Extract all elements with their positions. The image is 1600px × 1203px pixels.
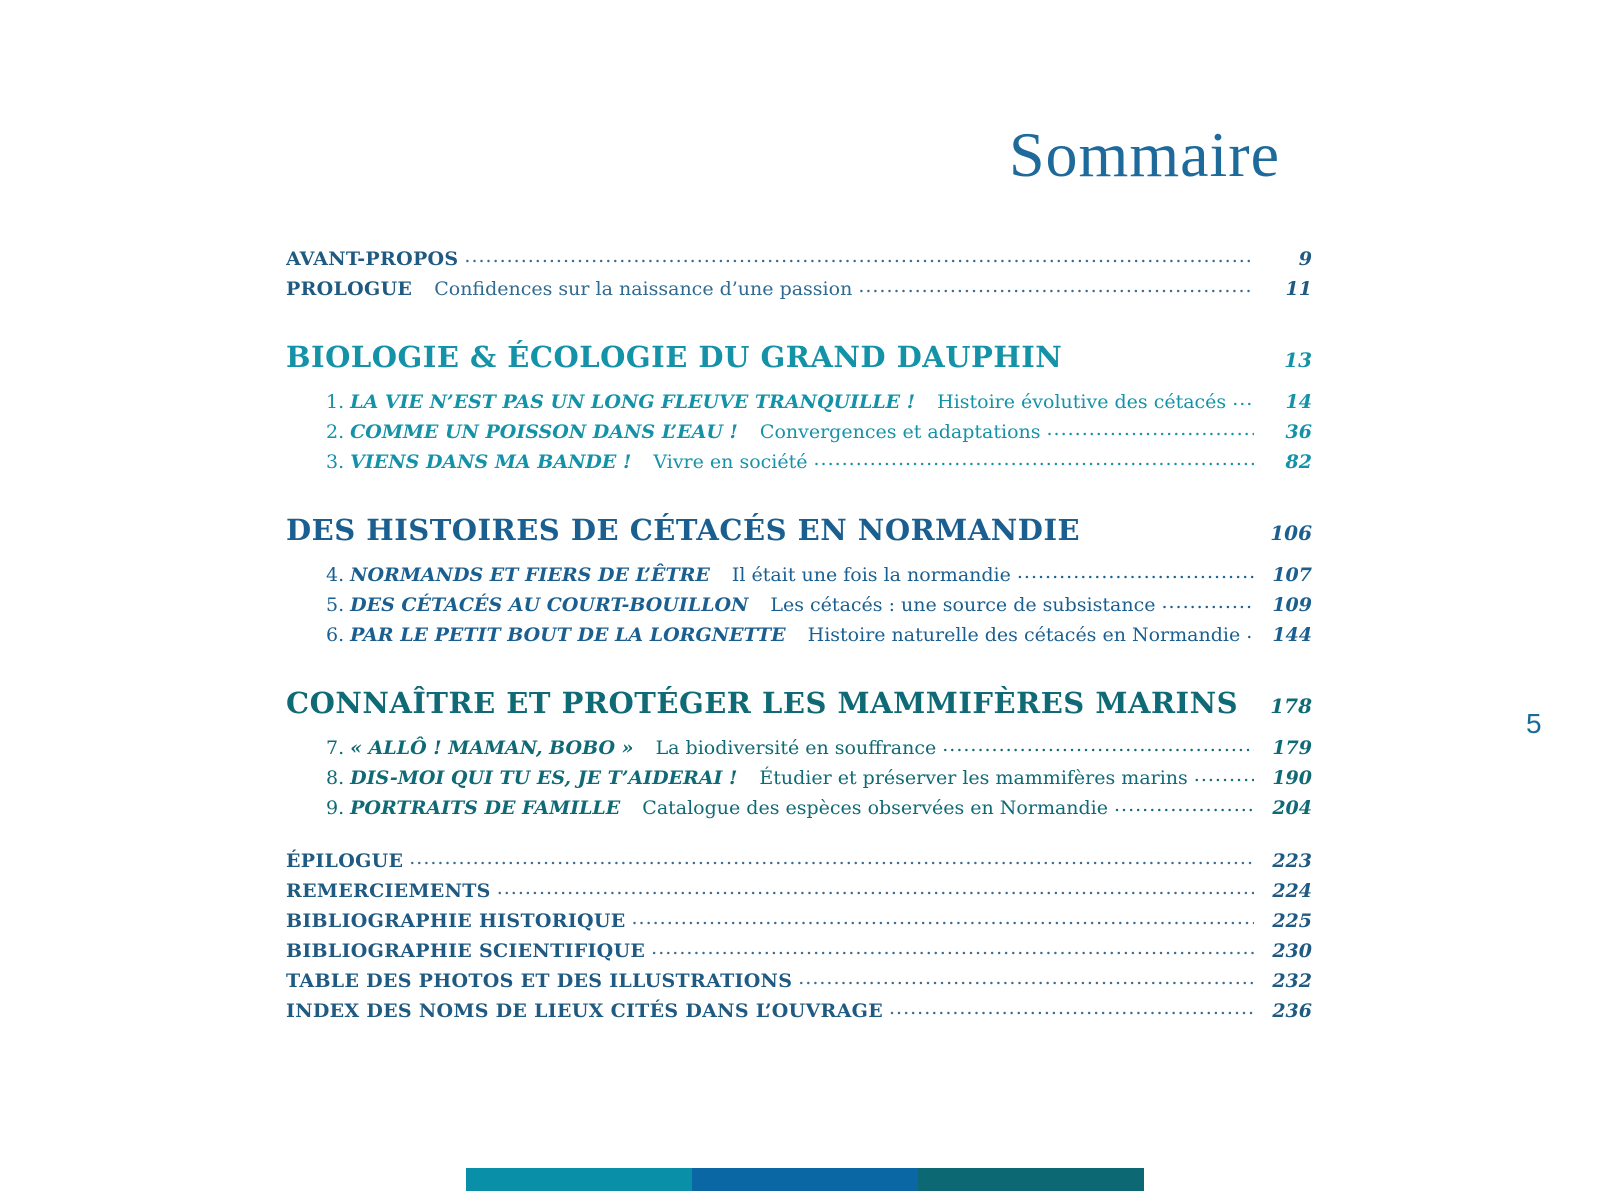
section-page: 106: [1270, 521, 1312, 545]
entry-label: REMERCIEMENTS: [286, 880, 491, 902]
entry-page: 236: [1272, 1000, 1312, 1022]
section-page: 178: [1270, 694, 1312, 718]
dot-leader: [1246, 622, 1254, 641]
entry-page: 223: [1272, 850, 1312, 872]
chapter-subtitle: Vivre en société: [653, 451, 808, 473]
chapter-number: 6.: [326, 624, 345, 646]
dot-leader: [409, 848, 1254, 867]
section-title: CONNAÎTRE ET PROTÉGER LES MAMMIFÈRES MARINS: [286, 686, 1239, 720]
dot-leader: [632, 908, 1254, 927]
chapter-title: DES CÉTACÉS AU COURT-BOUILLON: [350, 594, 749, 616]
toc-entry-epilogue[interactable]: [286, 848, 1312, 872]
chapter-number: 4.: [326, 564, 345, 586]
toc-entry-index-lieux[interactable]: [286, 998, 1312, 1022]
spacer: [1086, 511, 1254, 540]
chapter-number: 3.: [326, 451, 345, 473]
toc-chapter-2[interactable]: [326, 419, 1312, 443]
chapter-number: 5.: [326, 594, 345, 616]
chapter-title: PAR LE PETIT BOUT DE LA LORGNETTE: [350, 624, 786, 646]
chapter-number: 9.: [326, 797, 345, 819]
dot-leader: [497, 878, 1254, 897]
chapter-title: VIENS DANS MA BANDE !: [350, 451, 632, 473]
dot-leader: [1194, 765, 1254, 784]
dot-leader: [858, 276, 1254, 295]
entry-label: PROLOGUE: [286, 278, 413, 300]
chapter-number: 7.: [326, 737, 345, 759]
chapter-subtitle: Étudier et préserver les mammifères marins: [759, 767, 1188, 789]
chapter-title: COMME UN POISSON DANS L’EAU !: [350, 421, 738, 443]
chapter-subtitle: Histoire évolutive des cétacés: [937, 391, 1227, 413]
toc-section-1[interactable]: [286, 338, 1312, 374]
chapter-title: « ALLÔ ! MAMAN, BOBO »: [350, 737, 634, 759]
section-title: BIOLOGIE & ÉCOLOGIE DU GRAND DAUPHIN: [286, 340, 1063, 374]
toc-chapter-4[interactable]: [326, 562, 1312, 586]
chapter-page: 14: [1285, 391, 1312, 413]
dot-leader: [1114, 795, 1254, 814]
entry-page: 232: [1272, 970, 1312, 992]
entry-subtitle: Confidences sur la naissance d’une passion: [434, 278, 853, 300]
entry-page: 224: [1272, 880, 1312, 902]
chapter-number: 8.: [326, 767, 345, 789]
entry-label: BIBLIOGRAPHIE SCIENTIFIQUE: [286, 940, 646, 962]
toc-entry-bibliographie-historique[interactable]: [286, 908, 1312, 932]
entry-label: AVANT-PROPOS: [286, 248, 459, 270]
entry-page: 11: [1285, 278, 1312, 300]
color-band-1: [466, 1168, 692, 1191]
chapter-subtitle: Il était une fois la normandie: [731, 564, 1011, 586]
chapter-page: 109: [1272, 594, 1312, 616]
entry-label: TABLE DES PHOTOS ET DES ILLUSTRATIONS: [286, 970, 793, 992]
chapter-subtitle: La biodiversité en souffrance: [655, 737, 937, 759]
dot-leader: [1232, 389, 1254, 408]
dot-leader: [1047, 419, 1255, 438]
color-band-3: [918, 1168, 1144, 1191]
page-number: 5: [1526, 708, 1542, 739]
dot-leader: [942, 735, 1254, 754]
chapter-page: 204: [1272, 797, 1312, 819]
chapter-page: 36: [1285, 421, 1312, 443]
chapter-page: 107: [1272, 564, 1312, 586]
chapter-subtitle: Histoire naturelle des cétacés en Normandie: [807, 624, 1241, 646]
toc-entry-remerciements[interactable]: [286, 878, 1312, 902]
chapter-title: DIS-MOI QUI TU ES, JE T’AIDERAI !: [350, 767, 738, 789]
chapter-number: 1.: [326, 391, 345, 413]
chapter-subtitle: Les cétacés : une source de subsistance: [770, 594, 1156, 616]
chapter-title: LA VIE N’EST PAS UN LONG FLEUVE TRANQUILLE !: [350, 391, 916, 413]
chapter-page: 82: [1285, 451, 1312, 473]
toc-chapter-7[interactable]: [326, 735, 1312, 759]
toc-chapter-9[interactable]: [326, 795, 1312, 819]
toc-entry-avant-propos[interactable]: [286, 246, 1312, 270]
dot-leader: [889, 998, 1254, 1017]
toc-chapter-6[interactable]: [326, 622, 1312, 646]
section-title: DES HISTOIRES DE CÉTACÉS EN NORMANDIE: [286, 513, 1081, 547]
spacer: [1244, 684, 1254, 713]
toc-chapter-1[interactable]: [326, 389, 1312, 413]
chapter-page: 179: [1272, 737, 1312, 759]
toc-section-3[interactable]: [286, 684, 1312, 720]
dot-leader: [651, 938, 1254, 957]
entry-label: BIBLIOGRAPHIE HISTORIQUE: [286, 910, 626, 932]
dot-leader: [813, 449, 1254, 468]
toc-chapter-5[interactable]: [326, 592, 1312, 616]
dot-leader: [1017, 562, 1254, 581]
chapter-number: 2.: [326, 421, 345, 443]
section-page: 13: [1284, 348, 1312, 372]
toc-chapter-3[interactable]: [326, 449, 1312, 473]
dot-leader: [464, 246, 1254, 265]
color-band-2: [692, 1168, 918, 1191]
chapter-title: PORTRAITS DE FAMILLE: [350, 797, 621, 819]
dot-leader: [798, 968, 1254, 987]
entry-page: 225: [1272, 910, 1312, 932]
chapter-subtitle: Convergences et adaptations: [759, 421, 1041, 443]
chapter-page: 144: [1272, 624, 1312, 646]
toc-chapter-8[interactable]: [326, 765, 1312, 789]
entry-page: 230: [1272, 940, 1312, 962]
entry-page: 9: [1298, 248, 1312, 270]
chapter-title: NORMANDS ET FIERS DE L’ÊTRE: [350, 564, 710, 586]
entry-label: INDEX DES NOMS DE LIEUX CITÉS DANS L’OUVRAGE: [286, 1000, 883, 1022]
page-title: Sommaire: [1008, 119, 1280, 190]
chapter-page: 190: [1272, 767, 1312, 789]
dot-leader: [1161, 592, 1254, 611]
chapter-subtitle: Catalogue des espèces observées en Normandie: [642, 797, 1109, 819]
toc-entry-bibliographie-scientifique[interactable]: [286, 938, 1312, 962]
entry-label: ÉPILOGUE: [286, 850, 404, 872]
toc-section-2[interactable]: [286, 511, 1312, 547]
toc-entry-table-photos[interactable]: [286, 968, 1312, 992]
spacer: [1068, 338, 1254, 367]
toc-entry-prologue[interactable]: [286, 276, 1312, 300]
